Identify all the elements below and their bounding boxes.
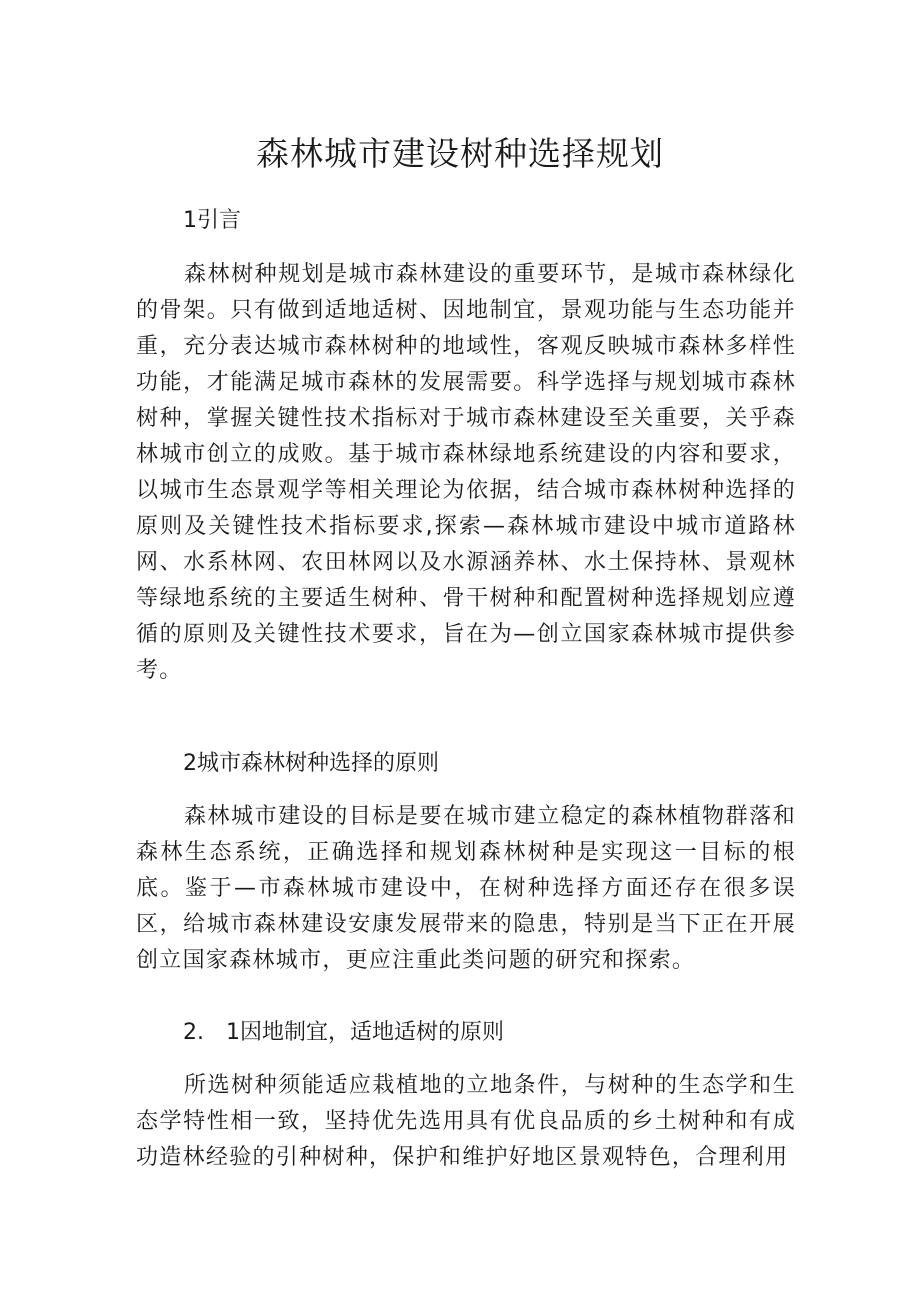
document-title: 森林城市建设树种选择规划 (256, 134, 664, 173)
paragraph-introduction: 森林树种规划是城市森林建设的重要环节，是城市森林绿化的骨架。只有做到适地适树、因地制宜，景观功能与生态功能并重，充分表达城市森林树种的地域性，客观反映城市森林多样性功能，才能满足城市森林的发展需要。科学选择与规划城市森林树种，掌握关键性技术指标对于城市森林建设至关重要，关乎森林城市创立的成败。基于城市森林绿地系统建设的内容和要求，以城市生态景观学等相关理论为依据，结合城市森林树种选择的原则及关键性技术指标要求,探索—森林城市建设中城市道路林网、水系林网、农田林网以及水源涵养林、水土保持林、景观林等绿地系统的主要适生树种、骨干树种和配置树种选择规划应遵循的原则及关键性技术要求，旨在为—创立国家森林城市提供参考。 (136, 262, 796, 683)
section-heading-adapt-to-local-conditions: 2. 1因地制宜，适地适树的原则 (183, 1020, 504, 1045)
section-heading-principles: 2城市森林树种选择的原则 (183, 751, 439, 776)
paragraph-principles: 森林城市建设的目标是要在城市建立稳定的森林植物群落和森林生态系统，正确选择和规划森林树种是实现这一目标的根底。鉴于—市森林城市建设中，在树种选择方面还存在很多误区，给城市森林建设安康发展带来的隐患，特别是当下正在开展创立国家森林城市，更应注重此类问题的研究和探索。 (136, 804, 796, 973)
paragraph-adapt-to-local-conditions: 所选树种须能适应栽植地的立地条件，与树种的生态学和生态学特性相一致，坚持优先选用具有优良品质的乡土树种和有成功造林经验的引种树种，保护和维护好地区景观特色，合理利用 (136, 1073, 796, 1170)
section-heading-introduction: 1引言 (183, 208, 241, 233)
